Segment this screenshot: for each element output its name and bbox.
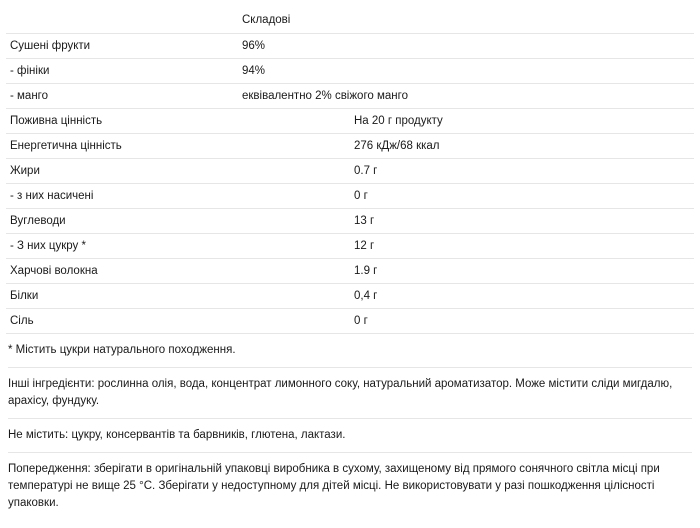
nutrition-label: Енергетична цінність [6,134,350,159]
nutrition-row [6,134,694,159]
nutrition-value: 0,4 г [350,284,694,309]
nutrition-value: 0 г [350,309,694,334]
nutrition-label: Білки [6,284,350,309]
composition-header-label [6,8,238,33]
nutrition-value: 13 г [350,209,694,234]
nutrition-row [6,234,694,259]
composition-value: 96% [238,33,694,58]
composition-row [6,58,694,83]
nutrition-label: - З них цукру * [6,234,350,259]
nutrition-header-row [6,109,694,134]
composition-row [6,83,694,108]
notes-section [8,342,692,528]
composition-row [6,33,694,58]
nutrition-row [6,209,694,234]
nutrition-table [6,109,694,335]
nutrition-label: - з них насичені [6,184,350,209]
nutrition-row [6,309,694,334]
product-info [6,8,694,334]
storage-warning-note: Попередження: зберігати в оригінальній упаковці виробника в сухому, захищеному від прямого сонячного світла місці при температурі не вище 25 °С. Зберігати у недоступному для дітей місці. Не використовувати у разі пошкодження цілісності упаковки. [8,463,660,509]
nutrition-row [6,284,694,309]
sugar-footnote: * Містить цукри натурального походження. [8,342,692,368]
nutrition-value: 1.9 г [350,259,694,284]
nutrition-label: Сіль [6,309,350,334]
composition-table [6,8,694,109]
composition-label: Сушені фрукти [6,33,238,58]
nutrition-value: 0.7 г [350,159,694,184]
nutrition-row [6,184,694,209]
nutrition-header-value: На 20 г продукту [354,114,443,127]
composition-value: 94% [238,58,694,83]
nutrition-label: Харчові волокна [6,259,350,284]
nutrition-header-label: Поживна цінність [10,114,103,127]
composition-header-value: Складові [242,14,291,27]
other-ingredients-note: Інші інгредієнти: рослинна олія, вода, концентрат лимонного соку, натуральний ароматизатор. Може містити сліди мигдалю, арахісу, фундуку. [8,376,692,419]
nutrition-value: 276 кДж/68 ккал [350,134,694,159]
free-from-note: Не містить: цукру, консервантів та барвників, глютена, лактази. [8,427,692,453]
nutrition-row [6,159,694,184]
nutrition-value: 12 г [350,234,694,259]
nutrition-label: Вуглеводи [6,209,350,234]
nutrition-label: Жири [6,159,350,184]
nutrition-row [6,259,694,284]
composition-label: - манго [6,83,238,108]
composition-header-row [6,8,694,33]
composition-label: - фініки [6,58,238,83]
nutrition-value: 0 г [350,184,694,209]
composition-value: еквівалентно 2% свіжого манго [238,83,694,108]
